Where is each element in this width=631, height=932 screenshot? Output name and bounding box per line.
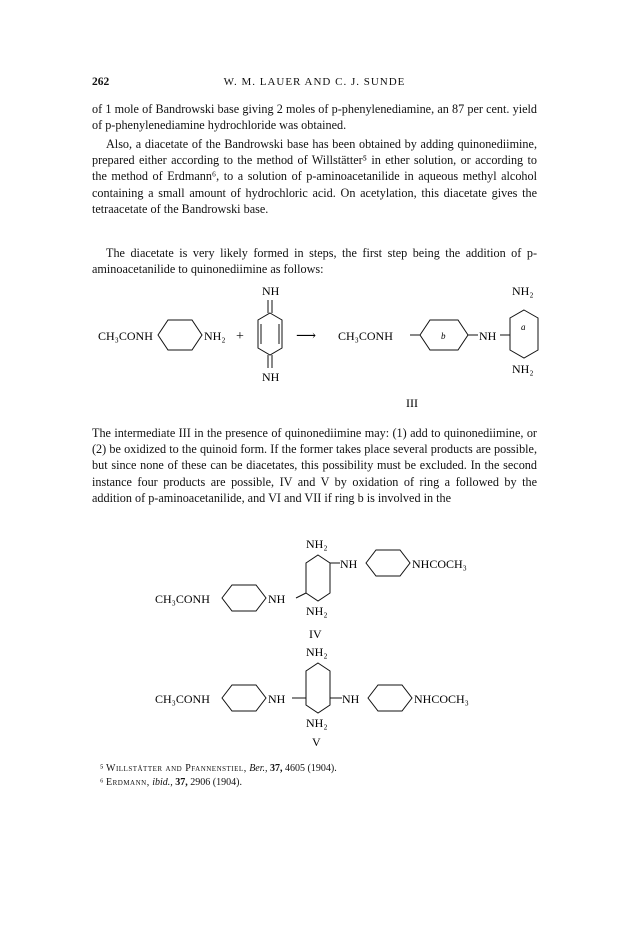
paragraph-1: of 1 mole of Bandrowski base giving 2 moles of p-phenylenediamine, an 87 per cent. yield of p-phenylenediamine hydrochloride was obtained.: [92, 102, 537, 133]
product-nh: NH: [479, 329, 497, 343]
central-ring: [306, 555, 330, 601]
right-acetamido: NHCOCH₃: [412, 557, 467, 571]
left-acetamido: CH₃CONH: [155, 592, 210, 606]
imine-bottom: NH: [262, 370, 280, 384]
benzene-ring-right: [366, 550, 410, 576]
left-nh: NH: [268, 692, 286, 706]
footnote-author: Erdmann,: [106, 777, 150, 788]
compound-label-IV: IV: [309, 627, 322, 641]
footnote-volume: 37,: [175, 777, 188, 788]
benzene-ring-left: [222, 585, 266, 611]
right-nh: NH: [340, 557, 358, 571]
footnote-mark: ⁵: [100, 763, 104, 774]
plus-sign: +: [236, 329, 244, 344]
nh2-bottom: NH₂: [306, 716, 328, 730]
nh2-bottom: NH₂: [306, 604, 328, 618]
reactant-acetamido: CH₃CONH: [98, 329, 153, 343]
product-acetamido: CH₃CONH: [338, 329, 393, 343]
reactant-amine: NH₂: [204, 329, 226, 343]
running-head: W. M. LAUER AND C. J. SUNDE: [223, 76, 406, 88]
footnote-mark: ⁶: [100, 777, 104, 788]
compound-label-V: V: [312, 735, 321, 749]
compound-label-III: III: [406, 396, 418, 410]
right-nh: NH: [342, 692, 360, 706]
footnote-page: 2906 (1904).: [190, 777, 242, 788]
left-acetamido: CH₃CONH: [155, 692, 210, 706]
reaction-scheme-1: [0, 280, 631, 420]
footnote-6: [100, 776, 530, 790]
paragraph-3: The diacetate is very likely formed in steps, the first step being the addition of p-aminoacetanilide to quinonediimine as follows:: [92, 246, 537, 277]
structure-V: [0, 643, 631, 755]
structure-IV: [0, 535, 631, 647]
central-ring: [306, 663, 330, 713]
nh2-top: NH₂: [306, 537, 328, 551]
footnote-volume: 37,: [270, 763, 283, 774]
quinone-ring: [258, 313, 282, 355]
benzene-ring-right: [368, 685, 412, 711]
page-header: [92, 76, 537, 92]
ring-b-label: b: [441, 331, 446, 341]
page-number: 262: [92, 76, 110, 88]
imine-top: NH: [262, 284, 280, 298]
paragraph-4: The intermediate III in the presence of quinonediimine may: (1) add to quinonediimine, or (2) be oxidized to the quinoid form. If the former takes place several products are possible, but since none of these can be diacetates, this possibility must be excluded. In the second instance four products are possible, IV and V by oxidation of ring a followed by the addition of p-aminoacetanilide, and VI and VII if ring b is involved in the: [92, 426, 537, 505]
nh2-bottom: NH₂: [512, 362, 534, 376]
paragraph-2: Also, a diacetate of the Bandrowski base has been obtained by adding quinonediimine, prepared either according to the method of Willstätter⁵ in ether solution, or according to the method of Erdmann⁶, to a solution of p-aminoacetanilide in aqueous methyl alcohol containing a small amount of hydrochloric acid. On acetylation, this diacetate gives the tetraacetate of the Bandrowski base.: [92, 137, 537, 216]
footnote-page: 4605 (1904).: [285, 763, 337, 774]
benzene-ring-left: [222, 685, 266, 711]
ring-a-label: a: [521, 322, 526, 332]
footnote-author: Willstätter and Pfannenstiel,: [106, 763, 247, 774]
footnote-journal: ibid.,: [152, 777, 173, 788]
footnotes: [100, 762, 530, 790]
nh2-top: NH₂: [512, 284, 534, 298]
footnote-5: [100, 762, 530, 776]
left-nh: NH: [268, 592, 286, 606]
benzene-ring-a: [510, 310, 538, 358]
right-acetamido: NHCOCH₃: [414, 692, 469, 706]
footnote-journal: Ber.,: [249, 763, 268, 774]
benzene-ring-1: [158, 320, 202, 350]
nh2-top: NH₂: [306, 645, 328, 659]
reaction-arrow: ⟶: [296, 329, 317, 344]
